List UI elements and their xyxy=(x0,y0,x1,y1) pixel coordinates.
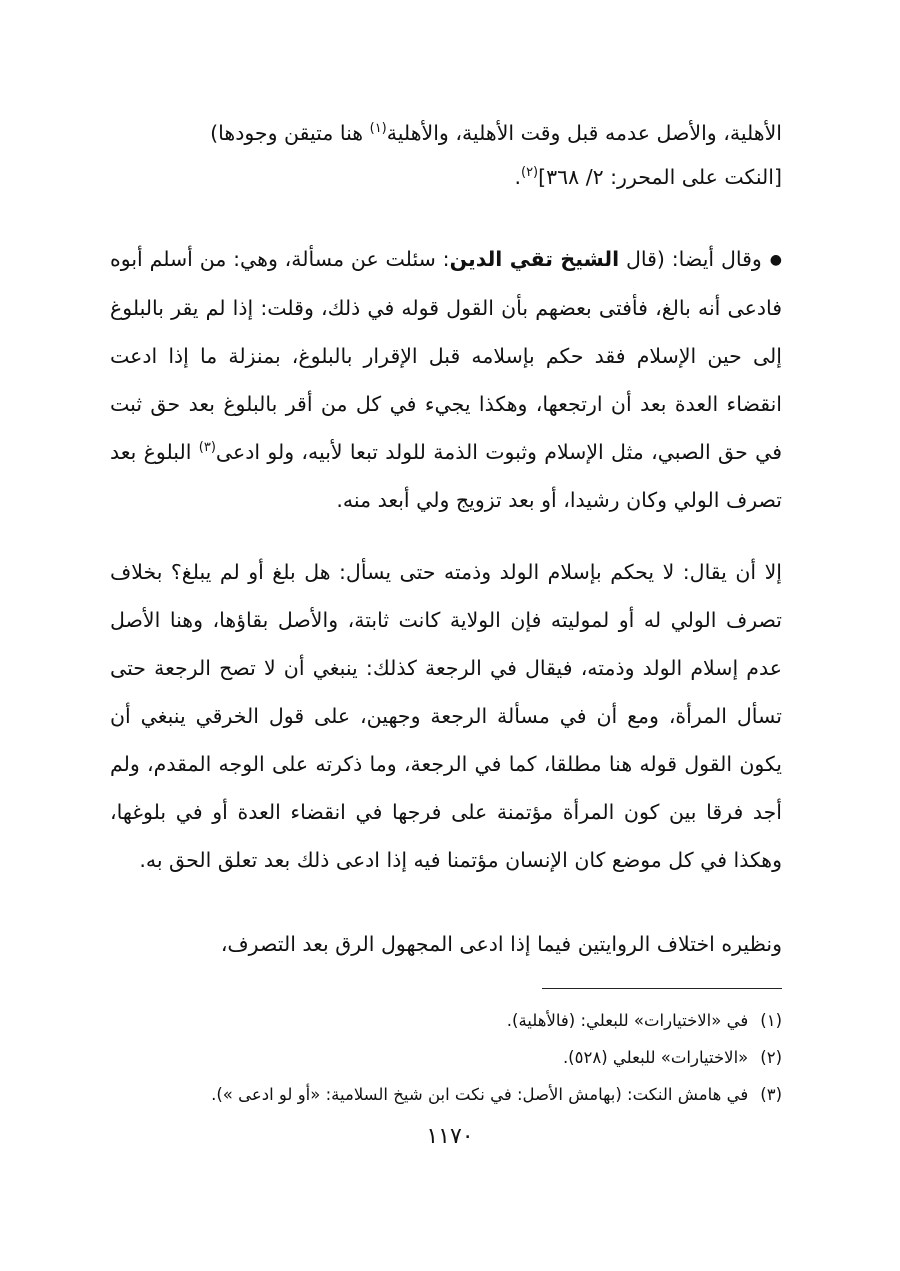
page-number: ١١٧٠ xyxy=(426,1124,474,1149)
paragraph-quote xyxy=(110,235,782,524)
paragraph-3-text: إلا أن يقال: لا يحكم بإسلام الولد وذمته حتى يسأل: هل بلغ أو لم يبلغ؟ بخلاف تصرف الولي له أو لموليته فإن الولاية كانت ثابتة، والأصل بقاؤها، وهنا الأصل عدم إسلام الولد وذمته، فيقال في الرجعة كذلك: ينبغي أن لا تصح الرجعة حتى تسأل المرأة، ومع أن في مسألة الرجعة وجهين، على قول الخرقي ينبغي أن يكون القول قوله هنا مطلقا، كما في الرجعة، وما ذكرته على الوجه المقدم، ولم أجد فرقا بين كون المرأة مؤتمنة على فرجها في انقضاء العدة أو في بلوغها، وهكذا في كل موضع كان الإنسان مؤتمنا فيه إذا ادعى ذلك بعد تعلق الحق به. xyxy=(110,560,782,872)
source-reference: [النكت على المحرر: ٢/ ٣٦٨] xyxy=(538,165,782,189)
footnote-text: في هامش النكت: (بهامش الأصل: في نكت ابن شيخ السلامية: «أو لو ادعى »). xyxy=(211,1085,749,1104)
footnote-number: (١) xyxy=(760,1011,782,1030)
footnote-divider xyxy=(542,988,782,989)
footnote-ref-3: (٣) xyxy=(198,440,216,456)
paragraph-analogy xyxy=(110,920,782,968)
footnote-ref-2: (٢) xyxy=(520,165,539,181)
footnote-item xyxy=(110,1076,782,1113)
footnote-text: في «الاختيارات» للبعلي: (فالأهلية). xyxy=(506,1011,749,1030)
footnote-number: (٣) xyxy=(760,1085,782,1104)
bullet-icon: ● xyxy=(769,252,782,268)
speaker-name: الشيخ تقي الدين xyxy=(449,247,620,271)
footnote-item xyxy=(110,1039,782,1076)
quote-text-a: : سئلت عن مسألة، وهي: من أسلم أبوه فادعى أنه بالغ، فأفتى بعضهم بأن القول قوله في ذلك، وقلت: إذا لم يقر بالبلوغ إلى حين الإسلام فقد حكم بإسلامه قبل الإقرار بالبلوغ، بمنزلة ما إذا ادعت انقضاء العدة بعد أن ارتجعها، وهكذا يجيء في كل من أقر بالبلوغ بعد حق ثبت في حق الصبي، مثل الإسلام وثبوت الذمة للولد تبعا لأبيه، ولو ادعى xyxy=(110,247,782,464)
footnote-text: «الاختيارات» للبعلي (٥٢٨). xyxy=(562,1048,749,1067)
paragraph-4-text: ونظيره اختلاف الروايتين فيما إذا ادعى المجهول الرق بعد التصرف، xyxy=(220,932,782,956)
quote-intro: وقال أيضا: (قال xyxy=(619,247,762,271)
footnote-number: (٢) xyxy=(760,1048,782,1067)
paragraph-1-text-a: الأهلية، والأصل عدمه قبل وقت الأهلية، والأهلية xyxy=(386,121,782,145)
paragraph-1-text-b: هنا متيقن وجودها) xyxy=(210,121,370,145)
quote-text-b: البلوغ بعد تصرف الولي وكان رشيدا، أو بعد تزويج ولي أبعد منه. xyxy=(110,440,782,512)
paragraph-discussion xyxy=(110,548,782,884)
paragraph-continuation xyxy=(110,109,782,197)
footnote-ref-1: (١) xyxy=(369,121,387,137)
reference-end: . xyxy=(514,165,521,189)
footnote-item xyxy=(110,1002,782,1039)
footnotes xyxy=(110,1002,782,1113)
